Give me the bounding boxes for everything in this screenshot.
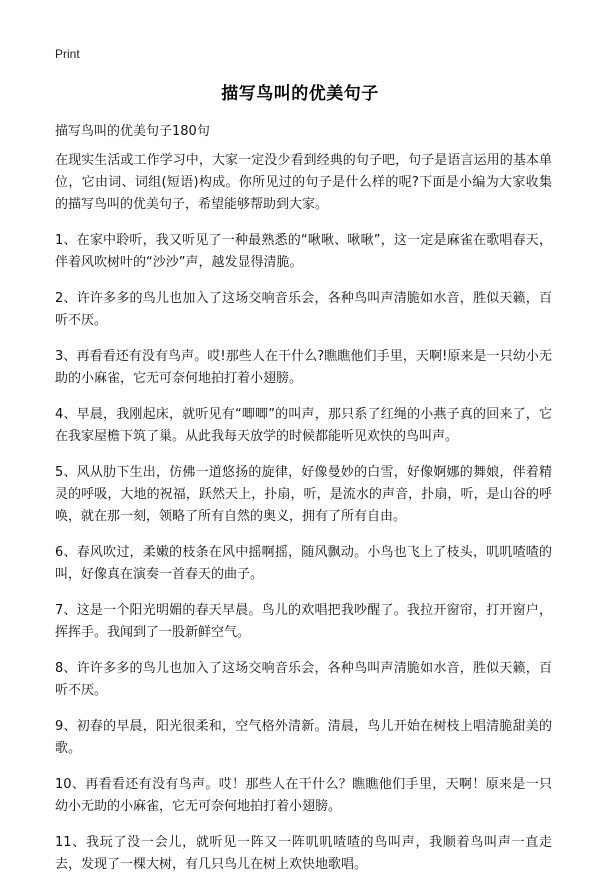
intro-paragraph: 在现实生活或工作学习中，大家一定没少看到经典的句子吧，句子是语言运用的基本单位，它由词、词组(短语)构成。你所见过的句子是什么样的呢?下面是小编为大家收集的描写鸟叫的优美句子，希望能够帮助到大家。 — [55, 153, 552, 212]
page-title: 描写鸟叫的优美句子 — [221, 84, 379, 104]
sentence-paragraph: 9、初春的早晨，阳光很柔和，空气格外清新。清晨，鸟儿开始在树枝上唱清脆甜美的歌。 — [55, 719, 552, 756]
sentence-paragraph: 5、风从肋下生出，仿佛一道悠扬的旋律，好像曼妙的白雪，好像婀娜的舞娘，伴着精灵的呼吸，大地的祝福，跃然天上，扑扇，听，是流水的声音，扑扇，听，是山谷的呼唤，就在那一刻，领略了所有自然的奥义，拥有了所有自由。 — [55, 465, 552, 524]
sentence-paragraph: 7、这是一个阳光明媚的春天早晨。鸟儿的欢唱把我吵醒了。我拉开窗帘，打开窗户，挥挥手。我闻到了一股新鲜空气。 — [55, 603, 552, 640]
sentence-paragraph: 11、我玩了没一会儿，就听见一阵又一阵叽叽喳喳的鸟叫声，我顺着鸟叫声一直走去，发现了一棵大树，有几只鸟儿在树上欢快地歌唱。 — [55, 835, 552, 872]
sentence-paragraph: 4、早晨，我刚起床，就听见有“唧唧”的叫声，那只系了红绳的小燕子真的回来了，它在我家屋檐下筑了巢。从此我每天放学的时候都能听见欢快的鸟叫声。 — [55, 407, 552, 444]
sentence-paragraph: 1、在家中聆听，我又听见了一种最熟悉的“啾啾、啾啾”，这一定是麻雀在歌唱春天，伴着风吹树叶的“沙沙”声，越发显得清脆。 — [55, 233, 552, 270]
article-body — [55, 150, 552, 890]
sentence-paragraph: 6、春风吹过，柔嫩的枝条在风中摇啊摇，随风飘动。小鸟也飞上了枝头，叽叽喳喳的叫，好像真在演奏一首春天的曲子。 — [55, 545, 552, 582]
article-subtitle: 描写鸟叫的优美句子180句 — [55, 124, 210, 139]
print-link[interactable]: Print — [55, 47, 80, 61]
sentence-paragraph: 10、再看看还有没有鸟声。哎！那些人在干什么？瞧瞧他们手里，天啊！原来是一只幼小无助的小麻雀，它无可奈何地拍打着小翅膀。 — [55, 777, 552, 814]
sentence-paragraph: 2、许许多多的鸟儿也加入了这场交响音乐会，各种鸟叫声清脆如水音，胜似天籁，百听不厌。 — [55, 291, 552, 328]
sentence-paragraph: 3、再看看还有没有鸟声。哎!那些人在干什么?瞧瞧他们手里，天啊!原来是一只幼小无助的小麻雀，它无可奈何地拍打着小翅膀。 — [55, 349, 552, 386]
sentence-paragraph: 8、许许多多的鸟儿也加入了这场交响音乐会，各种鸟叫声清脆如水音，胜似天籁，百听不厌。 — [55, 661, 552, 698]
